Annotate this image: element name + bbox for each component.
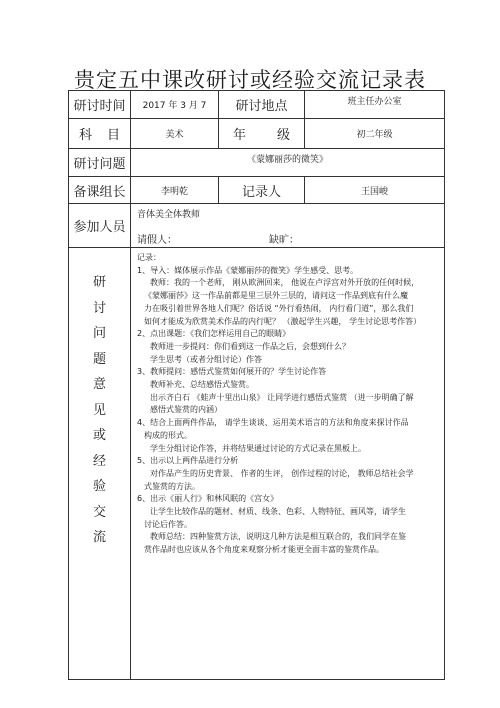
record-line: 力在吸引着世界各地人们呢？俗话说 “外行看热闹， 内行看门道”，那么我们 — [144, 303, 414, 313]
label-topic: 研讨问题 — [69, 149, 131, 176]
vertical-char: 交 — [92, 504, 106, 520]
participants-value: 音体美全体教师 — [137, 210, 201, 220]
topic-value: 《蒙娜丽莎的微笑》 — [246, 155, 328, 165]
record-line: 出示齐白石 《蛙声十里出山泉》 让同学进行感悟式鉴赏 （进一步明确了解 — [150, 392, 414, 402]
record-line: 学生分组讨论作答，并将结果通过讨论的方式记录在黑板上。 — [150, 443, 366, 453]
vertical-char: 经 — [92, 453, 106, 469]
record-line: 2、点出课题：《我们怎样运用自己的眼睛》 — [137, 329, 291, 339]
label-time: 研讨时间 — [69, 91, 131, 118]
vertical-label — [69, 248, 131, 679]
vertical-char: 题 — [92, 351, 106, 367]
vertical-char: 讨 — [92, 300, 106, 316]
record-line: 感悟式鉴赏的内涵） — [150, 405, 222, 415]
vertical-char: 验 — [92, 479, 106, 494]
vertical-char: 研 — [92, 275, 106, 290]
row-record — [69, 248, 444, 679]
label-subject-part1: 科 — [79, 128, 93, 143]
record-line: 教师总结：四种鉴赏方法，说明这几种方法是相互联合的，我们同学在鉴 — [150, 532, 406, 542]
record-line: 如何才能成为欣赏美术作品的内行呢？ （激起学生兴趣， 学生讨论思考作答） — [144, 316, 422, 326]
recorder-value: 王国峻 — [360, 186, 388, 197]
record-line: 让学生比较作品的题材、材质、线条、色彩、人物特征、画风等，请学生 — [150, 507, 406, 517]
time-value: 2017 年 3 月 7 — [131, 91, 219, 118]
label-grade — [219, 119, 305, 148]
record-line: 4、结合上面两件作品， 请学生谈谈、运用美术语言的方法和角度来探讨作品 — [137, 418, 409, 428]
label-place: 研讨地点 — [219, 91, 305, 118]
subject-value: 美术 — [131, 119, 219, 148]
record-line: 6、出示《丽人行》和林风眠的《宫女》 — [137, 494, 279, 504]
record-line: 赏作品时也应该从各个角度来观察分析才能更全面丰富的鉴赏作品。 — [144, 545, 384, 555]
record-form — [68, 90, 445, 680]
record-line: 学生思考（或者分组讨论）作答 — [150, 354, 262, 364]
record-content — [131, 248, 444, 679]
row-participants — [69, 204, 444, 248]
record-line: 构成的形式。 — [144, 430, 192, 440]
document-title: 贵定五中课改研讨或经验交流记录表 — [74, 68, 426, 92]
record-line: 教师：我的一个老师， 刚从欧洲回来， 他说在卢浮宫对外开放的任何时候， — [150, 278, 420, 288]
row-subject-grade — [69, 119, 444, 149]
label-leader: 备课组长 — [69, 177, 131, 203]
absent-label: 缺旷： — [269, 235, 299, 246]
participants-cell — [131, 204, 444, 247]
grade-value: 初二年级 — [356, 130, 393, 140]
record-line: 对作品产生的历史背景、 作者的生评， 创作过程的讨论， 教师总结社会学 — [150, 468, 414, 478]
label-subject-part2: 目 — [106, 128, 120, 143]
row-topic — [69, 149, 444, 177]
record-line: 3、教师提问：感悟式鉴赏如何展开的？学生讨论作答 — [137, 367, 327, 377]
label-participants: 参加人员 — [69, 204, 131, 247]
record-line: 讨论后作答。 — [144, 519, 192, 529]
record-line: 记录： — [137, 253, 161, 262]
leave-label: 请假人： — [137, 235, 177, 246]
label-recorder: 记录人 — [219, 177, 305, 203]
vertical-char: 意 — [92, 377, 106, 392]
vertical-char: 问 — [92, 326, 106, 341]
record-line: 1、导入：媒体展示作品《蒙娜丽莎的微笑》学生感受、思考。 — [137, 265, 359, 275]
record-line: 式鉴赏的方法。 — [144, 481, 200, 491]
record-line: 教师补充、总结感悟式鉴赏。 — [150, 380, 254, 390]
label-grade-part2: 级 — [276, 128, 290, 143]
vertical-char: 流 — [92, 530, 106, 545]
row-time-place — [69, 91, 444, 119]
label-grade-part1: 年 — [233, 128, 247, 143]
vertical-char: 或 — [92, 428, 106, 443]
label-subject — [69, 119, 131, 148]
leader-value: 李明乾 — [131, 177, 219, 203]
record-line: 教师进一步提问：你们看到这一作品之后，会想到什么？ — [150, 341, 350, 351]
record-line: 5、出示以上两件品进行分析 — [137, 456, 239, 466]
vertical-char: 见 — [92, 402, 106, 418]
record-line: 《蒙娜丽莎》这一作品前都是里三层外三层的，请问这一作品到底有什么魔 — [144, 291, 408, 301]
place-value: 班主任办公室 — [347, 97, 402, 107]
row-leader-recorder — [69, 177, 444, 204]
